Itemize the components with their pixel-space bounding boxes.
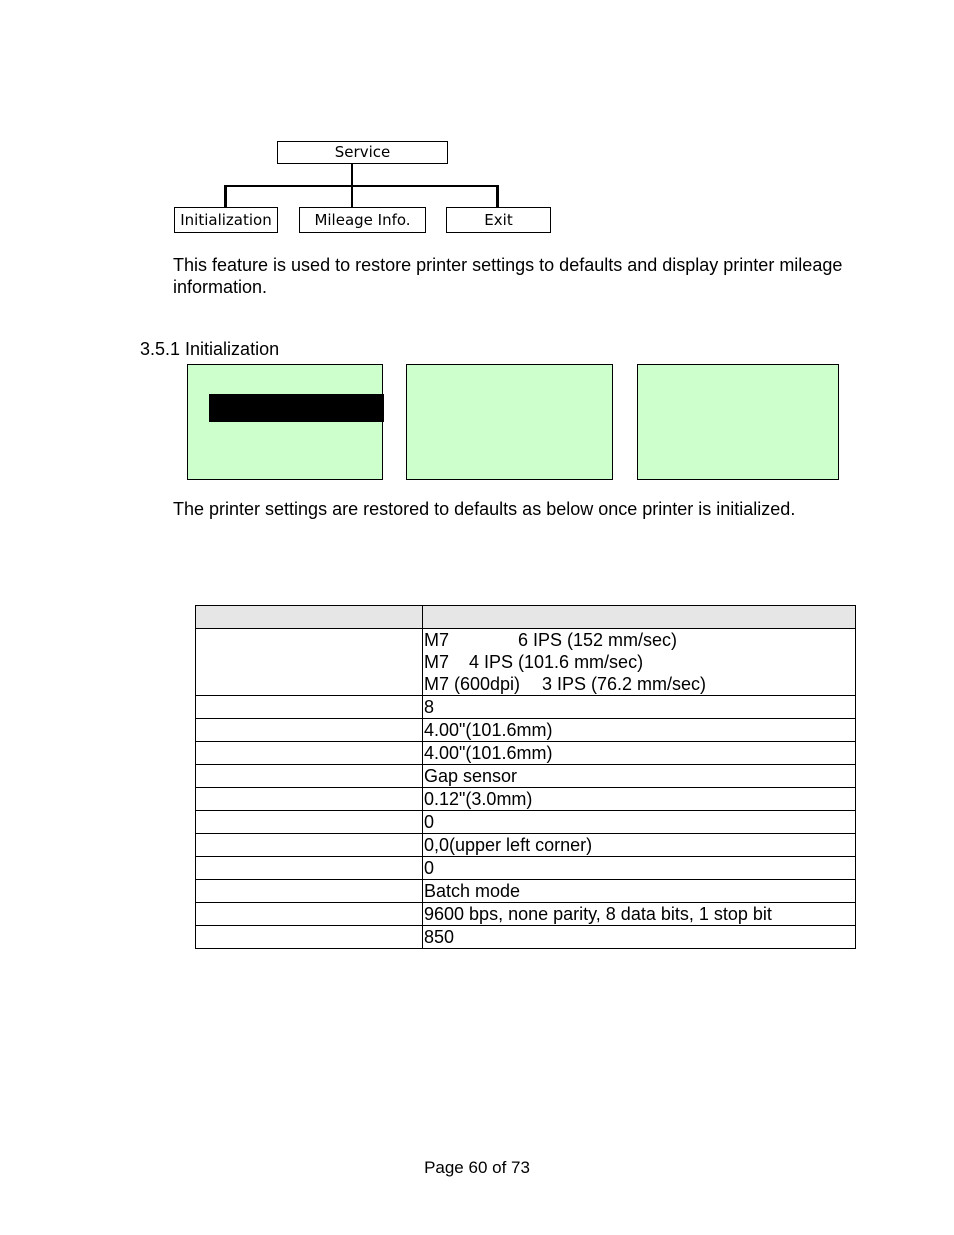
defaults-table <box>195 605 856 949</box>
table-cell-label <box>196 788 423 811</box>
tree-connector <box>224 185 227 207</box>
tree-connector <box>351 164 353 186</box>
table-row <box>196 719 856 742</box>
table-cell-value: Batch mode <box>423 880 856 903</box>
table-cell-label <box>196 926 423 949</box>
table-cell-label <box>196 765 423 788</box>
table-cell-label <box>196 696 423 719</box>
table-cell-label <box>196 857 423 880</box>
table-cell-label <box>196 629 423 696</box>
table-row <box>196 629 856 696</box>
table-cell-label <box>196 811 423 834</box>
table-cell-label <box>196 834 423 857</box>
tree-node-mileage-info: Mileage Info. <box>299 207 426 233</box>
table-header-row <box>196 606 856 629</box>
table-cell-value: 0 <box>423 857 856 880</box>
table-cell-speed: M7 6 IPS (152 mm/sec) M7 4 IPS (101.6 mm/sec) M7 (600dpi) 3 IPS (76.2 mm/sec) <box>423 629 856 696</box>
restore-paragraph: The printer settings are restored to defaults as below once printer is initialized. <box>173 499 796 519</box>
table-cell-label <box>196 903 423 926</box>
tree-node-initialization: Initialization <box>174 207 278 233</box>
table-row <box>196 880 856 903</box>
lcd-screen-3 <box>637 364 839 480</box>
table-cell-label <box>196 742 423 765</box>
table-cell-value: Gap sensor <box>423 765 856 788</box>
table-row <box>196 696 856 719</box>
lcd-highlight-bar <box>209 394 384 422</box>
table-row <box>196 811 856 834</box>
tree-root-service: Service <box>277 141 448 164</box>
table-cell-value: 0,0(upper left corner) <box>423 834 856 857</box>
table-header-cell <box>423 606 856 629</box>
table-row <box>196 926 856 949</box>
table-row <box>196 788 856 811</box>
page-footer: Page 60 of 73 <box>424 1158 530 1177</box>
table-row <box>196 857 856 880</box>
tree-connector <box>224 185 499 187</box>
table-cell-value: 850 <box>423 926 856 949</box>
table-cell-label <box>196 719 423 742</box>
table-cell-value: 4.00"(101.6mm) <box>423 719 856 742</box>
table-row <box>196 765 856 788</box>
table-header-cell <box>196 606 423 629</box>
table-row <box>196 742 856 765</box>
lcd-screen-2 <box>406 364 613 480</box>
table-cell-value: 8 <box>423 696 856 719</box>
table-cell-value: 0.12"(3.0mm) <box>423 788 856 811</box>
tree-connector <box>351 185 353 207</box>
table-cell-value: 4.00"(101.6mm) <box>423 742 856 765</box>
table-cell-label <box>196 880 423 903</box>
tree-connector <box>496 185 499 207</box>
intro-paragraph: This feature is used to restore printer settings to defaults and display printer mileage information. <box>173 255 843 297</box>
table-row <box>196 903 856 926</box>
table-row <box>196 834 856 857</box>
tree-node-exit: Exit <box>446 207 551 233</box>
section-heading: 3.5.1 Initialization <box>140 339 280 359</box>
table-cell-value: 9600 bps, none parity, 8 data bits, 1 stop bit <box>423 903 856 926</box>
lcd-screen-1 <box>187 364 383 480</box>
table-cell-value: 0 <box>423 811 856 834</box>
